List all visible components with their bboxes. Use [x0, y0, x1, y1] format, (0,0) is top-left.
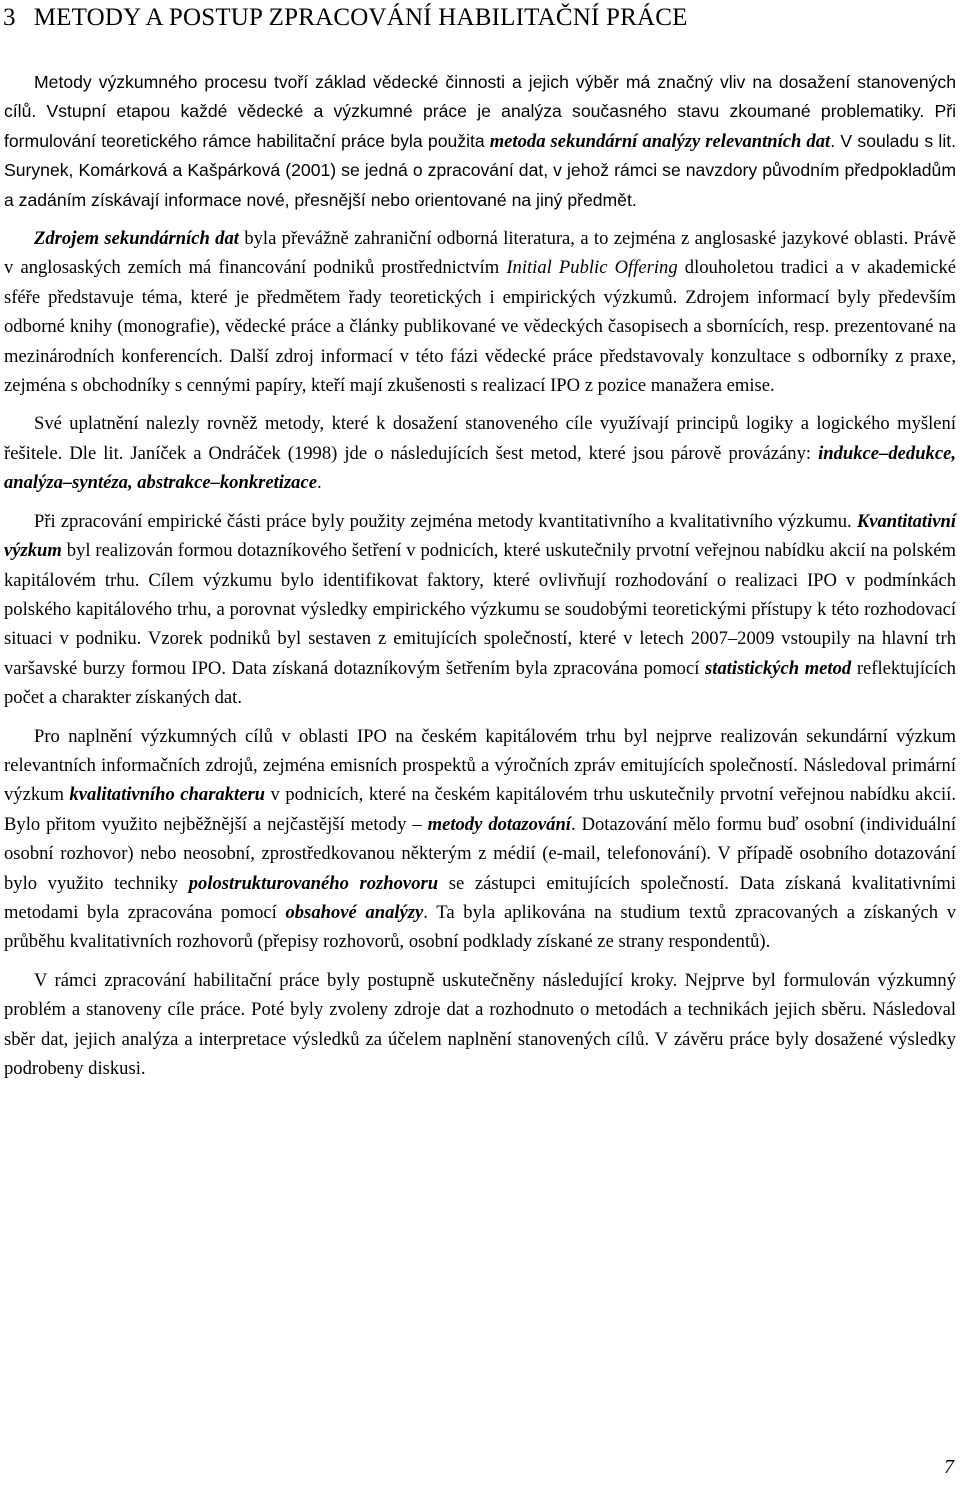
emphasis-term: statistických metod	[705, 657, 852, 679]
paragraph-process-steps	[4, 966, 956, 1084]
paragraph-text: Své uplatnění nalezly rovněž metody, které k dosažení stanoveného cíle využívají principů logiky a logického myšlení řešitele. Dle lit. Janíček a Ondráček (1998) jde o následujících šest metod, které jsou párově provázány:	[4, 413, 956, 464]
emphasis-term: Kvantitativní výzkum	[4, 510, 956, 562]
paragraph-methods-intro	[4, 68, 956, 215]
paragraph-text: . Dotazování mělo formu buď osobní (individuální osobní rozhovor) nebo neosobní, zprostředkovanou některým z médií (e-mail, telefonování). V případě osobního dotazování bylo využito techniky	[4, 813, 956, 894]
emphasis-term: obsahové analýzy	[285, 901, 424, 923]
paragraph-text: v podnicích, které na českém kapitálovém trhu uskutečnily prvotní veřejnou nabídku akcií. Bylo přitom využito nejběžnější a nejčastější metody –	[4, 784, 956, 835]
paragraph-text: Pro naplnění výzkumných cílů v oblasti IPO na českém kapitálovém trhu byl nejprve realizován sekundární výzkum relevantních informačních zdrojů, zejména emisních prospektů a výročních zpráv emitujících společností. Následoval primární výzkum	[4, 725, 956, 806]
paragraph-czech-ipo	[4, 722, 956, 957]
emphasis-term: indukce–dedukce, analýza–syntéza, abstrakce–konkretizace	[4, 442, 956, 494]
emphasis-term: metoda sekundární analýzy relevantních dat	[489, 130, 831, 152]
paragraph-text: . V souladu s lit.	[830, 130, 957, 151]
paragraph-text: V rámci zpracování habilitační práce byly postupně uskutečněny následující kroky. Nejprve byl formulován výzkumný problém a stanoveny cíle práce. Poté byly zvoleny zdroje dat a rozhodnuto o metodách a technikách jejich sběru. Následoval sběr dat, jejich analýza a interpretace výsledků za účelem naplnění stanovených cílů. V závěru práce byly dosažené výsledky podrobeny diskusi.	[4, 969, 956, 1079]
paragraph-text: reflektujících počet a charakter získaných dat.	[4, 657, 956, 709]
paragraph-logic-methods	[4, 409, 956, 497]
chapter-heading	[3, 4, 688, 32]
paragraph-secondary-data	[4, 224, 956, 400]
paragraph-text: .	[316, 472, 322, 494]
chapter-body	[4, 68, 956, 1092]
emphasis-term: kvalitativního charakteru	[69, 784, 266, 806]
emphasis-term: Zdrojem sekundárních dat	[34, 228, 239, 250]
paragraph-text: byla převážně zahraniční odborná literatura, a to zejména z anglosaské jazykové oblasti. Právě v anglosaských zemích má financování podniků prostřednictvím	[4, 228, 956, 279]
paragraph-text: Metody výzkumného procesu tvoří základ vědecké činnosti a jejich výběr má značný vliv na dosažení stanovených cílů. Vstupní etapou každé vědecké a výzkumné práce je analýza současného stavu zkoumané problematiky. Při formulování teoretického rámce habilitační práce byla použita	[4, 72, 956, 151]
emphasis-term: metody dotazování	[427, 813, 571, 835]
paragraph-empirical-part	[4, 507, 956, 713]
paragraph-text: . Ta byla aplikována na studium textů zpracovaných a získaných v průběhu kvalitativních rozhovorů (přepisy rozhovorů, osobní podklady získané ze strany respondentů).	[4, 901, 957, 953]
paragraph-text: se zástupci emitujících společností. Data získaná kvalitativními metodami byla zpracována pomocí	[4, 872, 956, 923]
emphasis-term: polostrukturovaného rozhovoru	[188, 872, 439, 894]
paragraph-text: Při zpracování empirické části práce byly použity zejména metody kvantitativního a kvalitativního výzkumu.	[34, 510, 852, 532]
chapter-number: 3	[3, 4, 16, 31]
paragraph-text: Surynek, Komárková a Kašpárková (2001) se jedná o zpracování dat, v jehož rámci se navzdory původním předpokladům a zadáním získávají informace nové, přesnější nebo orientované na jiný předmět.	[4, 160, 956, 210]
italic-term: Initial Public Offering	[506, 257, 678, 279]
chapter-title: METODY A POSTUP ZPRACOVÁNÍ HABILITAČNÍ PRÁCE	[33, 4, 688, 31]
page-number: 7	[944, 1456, 954, 1478]
paragraph-text: dlouholetou tradici a v akademické sféře představuje téma, které je předmětem řady teoretických i empirických výzkumů. Zdrojem informací byly především odborné knihy (monografie), vědecké práce a články publikované ve vědeckých časopisech a sbornících, resp. prezentované na mezinárodních konferencích. Další zdroj informací v této fázi vědecké práce představovaly konzultace s odborníky z praxe, zejména s obchodníky s cennými papíry, kteří mají zkušenosti s realizací IPO z pozice manažera emise.	[4, 257, 957, 397]
paragraph-text: byl realizován formou dotazníkového šetření v podnicích, které uskutečnily prvotní veřejnou nabídku akcií na polském kapitálovém trhu. Cílem výzkumu bylo identifikovat faktory, které ovlivňují rozhodování o realizaci IPO v podmínkách polského kapitálového trhu, a porovnat výsledky empirického výzkumu se soudobými teoretickými přístupy k této rozhodovací situaci v podniku. Vzorek podniků byl sestaven z emitujících společností, které v letech 2007–2009 vstoupily na hlavní trh varšavské burzy formou IPO. Data získaná dotazníkovým šetřením byla zpracována pomocí	[4, 540, 956, 679]
